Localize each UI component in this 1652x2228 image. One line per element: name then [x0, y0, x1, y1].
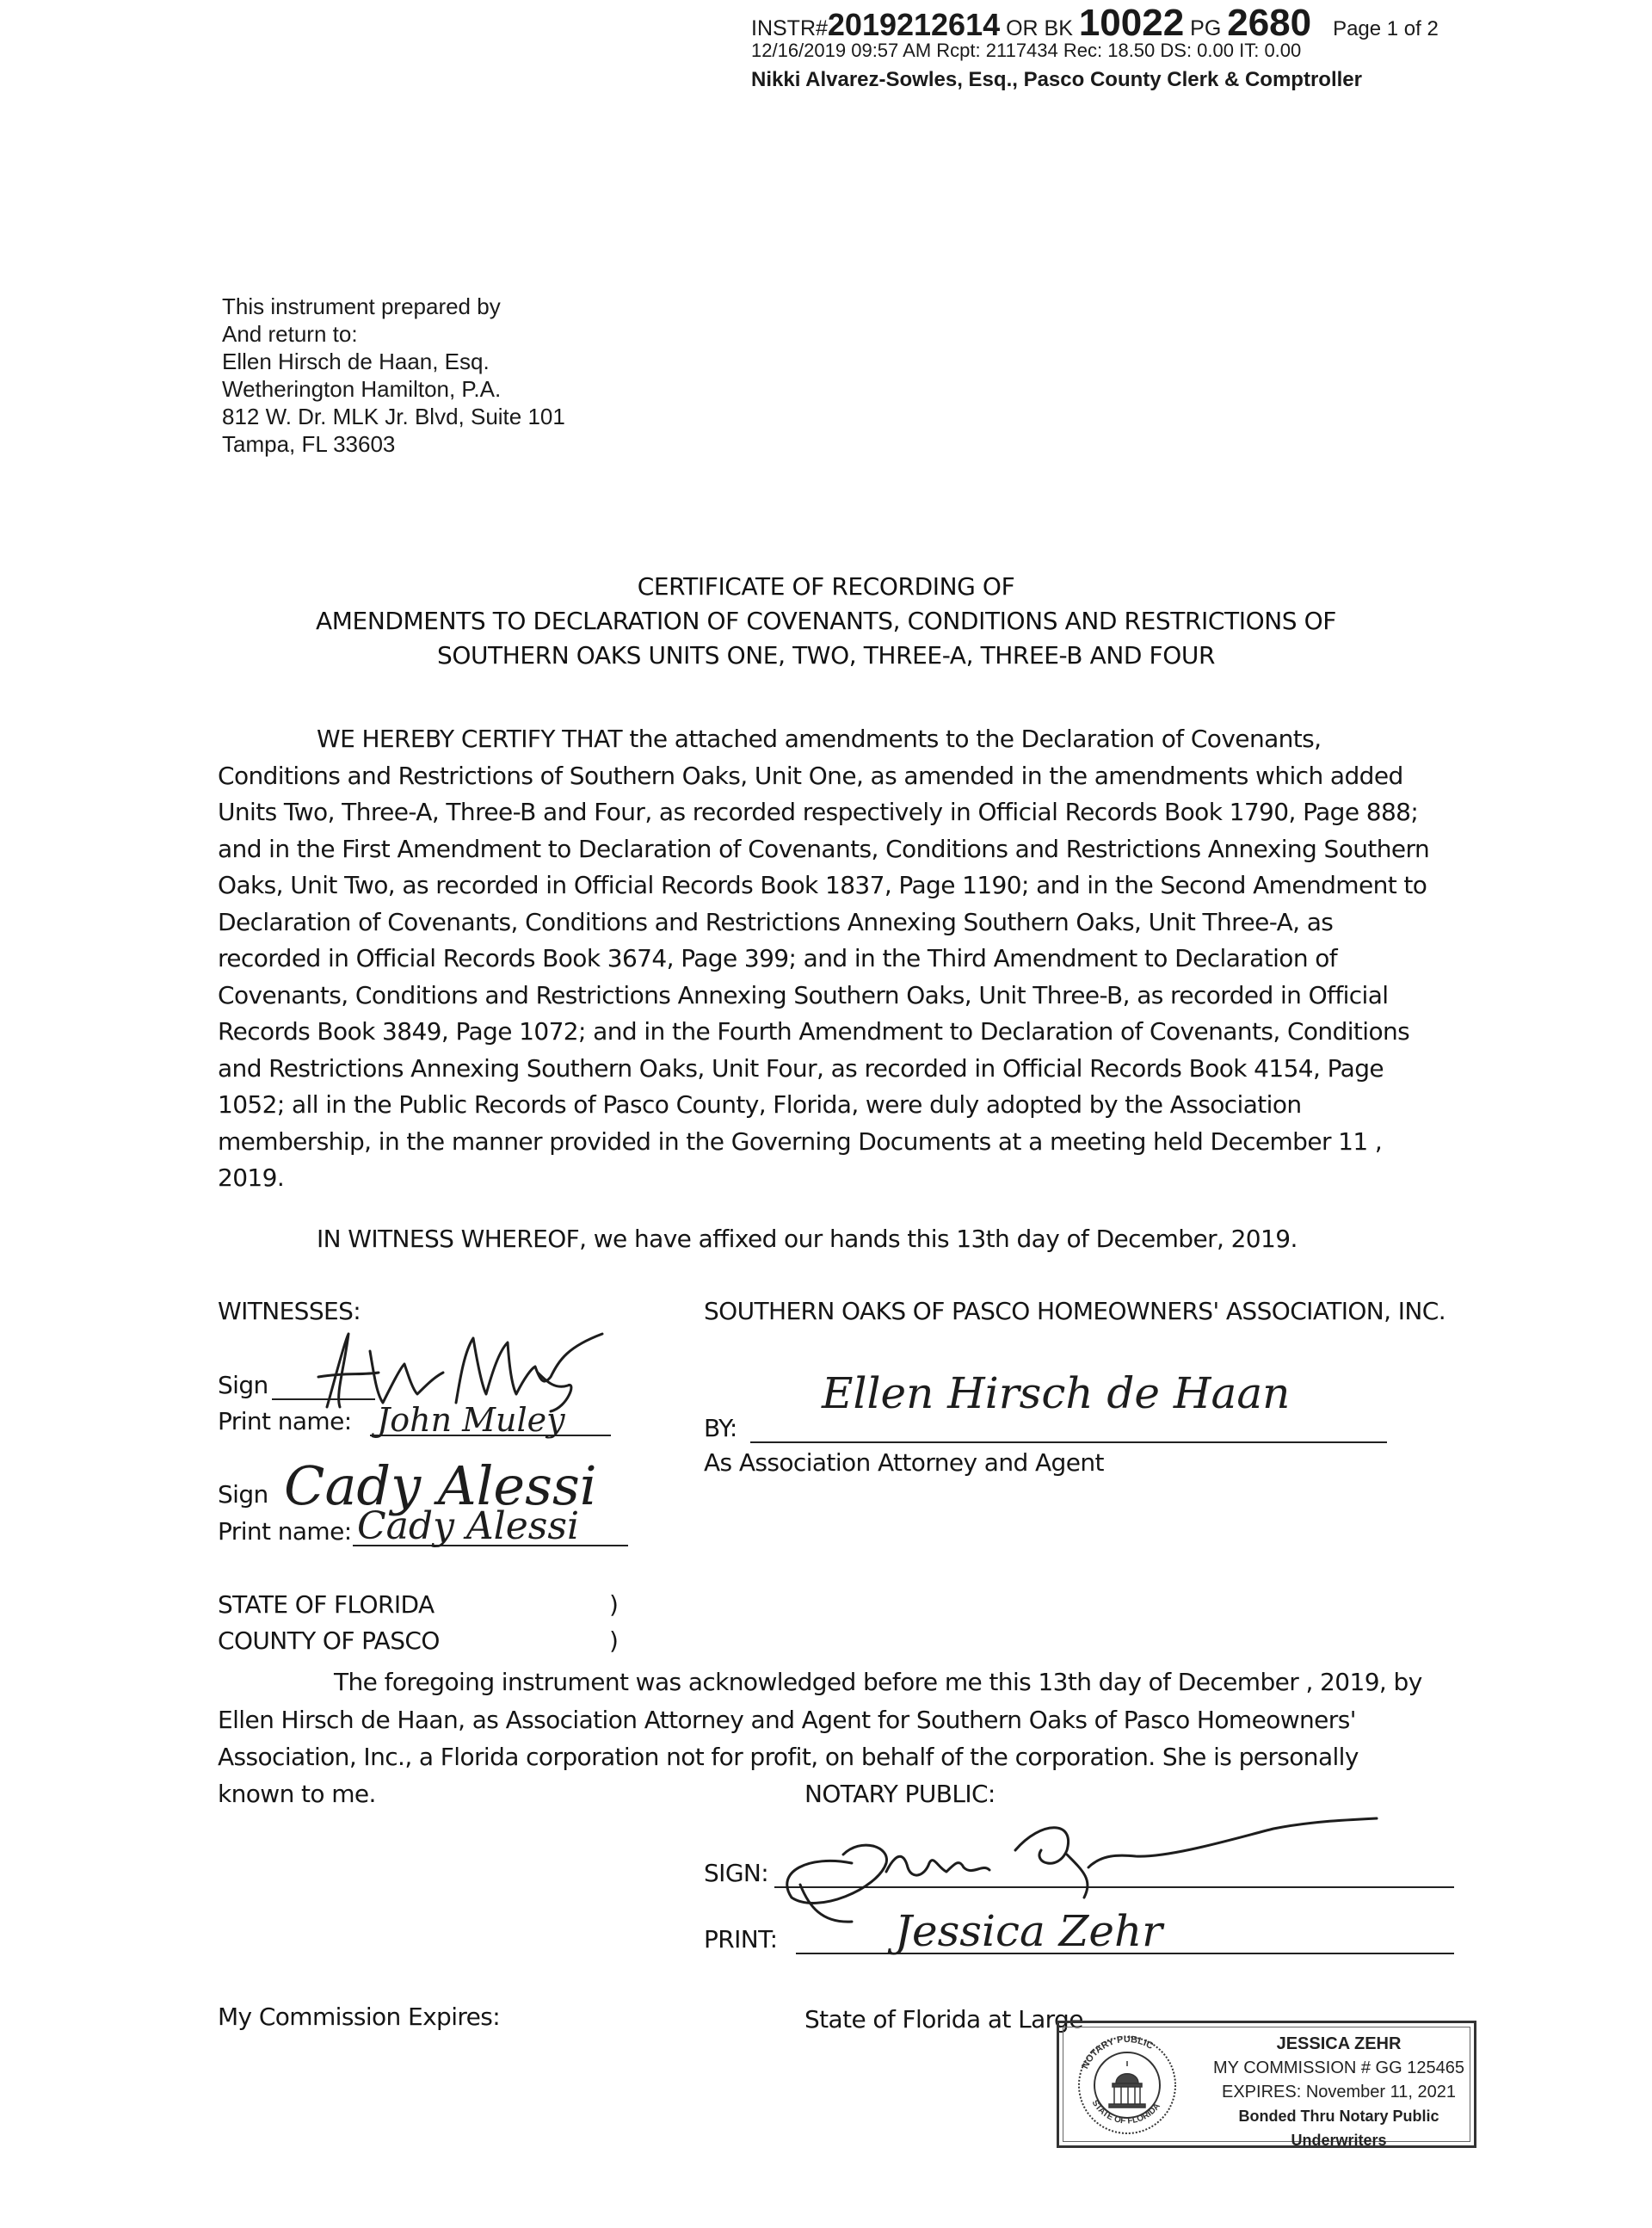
- title-line: SOUTHERN OAKS UNITS ONE, TWO, THREE-A, THREE-B AND FOUR: [436, 641, 1216, 670]
- paragraph-line: Records Book 3849, Page 1072; and in the Fourth Amendment to Declaration of Covenants, Conditions: [218, 1017, 1410, 1046]
- prepared-by-line: Wetherington Hamilton, P.A.: [222, 376, 502, 402]
- paragraph-line: recorded in Official Records Book 3674, Page 399; and in the Third Amendment to Declaration of: [218, 944, 1338, 972]
- certification-paragraph: [218, 721, 1491, 1197]
- prepared-by-line: Tampa, FL 33603: [222, 431, 396, 457]
- seal-bottom-text: STATE OF FLORIDA: [1089, 2098, 1162, 2126]
- association-signature: Ellen Hirsch de Haan: [822, 1368, 1291, 1418]
- witness2-print-label: Print name:: [218, 1517, 352, 1546]
- acknowledgment-paragraph: [218, 1663, 1491, 1776]
- commission-expires-label: My Commission Expires:: [218, 2003, 501, 2031]
- venue-state: STATE OF FLORIDA: [218, 1590, 435, 1619]
- paragraph-line: Oaks, Unit Two, as recorded in Official Records Book 1837, Page 1190; and in the Second Amendment to: [218, 871, 1427, 899]
- notary-sign-label: SIGN:: [704, 1859, 769, 1887]
- witnesses-heading: WITNESSES:: [218, 1297, 361, 1325]
- notary-stamp: [1057, 2021, 1476, 2148]
- state-at-large: State of Florida at Large: [804, 2005, 1083, 2034]
- title-line: CERTIFICATE OF RECORDING OF: [637, 572, 1015, 601]
- page-of: Page 1 of 2: [1333, 17, 1439, 40]
- notary-signature: [757, 1803, 1463, 1923]
- known-to-me: known to me.: [218, 1780, 376, 1808]
- paragraph-line: Ellen Hirsch de Haan, as Association Attorney and Agent for Southern Oaks of Pasco Homeowners': [218, 1705, 1356, 1734]
- witness1-sign-label: Sign: [218, 1371, 268, 1399]
- instr-label: INSTR#: [751, 16, 828, 40]
- notary-printed-name: Jessica Zehr: [895, 1906, 1163, 1956]
- association-capacity: As Association Attorney and Agent: [704, 1448, 1104, 1477]
- pg-label: PG: [1190, 16, 1222, 40]
- witness2-printed-name: Cady Alessi: [357, 1504, 580, 1548]
- page-number: 2680: [1227, 2, 1312, 44]
- witness-clause: IN WITNESS WHEREOF, we have affixed our hands this 13th day of December, 2019.: [317, 1225, 1298, 1253]
- clerk-line: Nikki Alvarez-Sowles, Esq., Pasco County Clerk & Comptroller: [751, 68, 1362, 91]
- paragraph-line: and in the First Amendment to Declaration of Covenants, Conditions and Restrictions Annexing Southern: [218, 834, 1430, 863]
- witness1-printed-name: John Muley: [377, 1401, 565, 1439]
- paragraph-line: WE HEREBY CERTIFY THAT the attached amendments to the Declaration of Covenants,: [317, 725, 1322, 753]
- notary-seal-icon: [1071, 2032, 1183, 2137]
- stamp-name: JESSICA ZEHR: [1276, 2034, 1402, 2053]
- prepared-by-line: This instrument prepared by: [222, 293, 501, 319]
- stamp-bonded: Bonded Thru Notary Public Underwriters: [1238, 2108, 1439, 2149]
- by-label: BY:: [704, 1414, 737, 1442]
- paragraph-line: The foregoing instrument was acknowledged before me this 13th day of December , 2019, by: [334, 1668, 1422, 1696]
- prepared-by-line: And return to:: [222, 321, 358, 347]
- paragraph-line: Declaration of Covenants, Conditions and Restrictions Annexing Southern Oaks, Unit Three-A, as: [218, 907, 1334, 936]
- book-number: 10022: [1078, 2, 1185, 44]
- prepared-by-line: 812 W. Dr. MLK Jr. Blvd, Suite 101: [222, 404, 565, 429]
- venue-county: COUNTY OF PASCO: [218, 1626, 440, 1655]
- notary-heading: NOTARY PUBLIC:: [804, 1780, 996, 1808]
- prepared-by-line: Ellen Hirsch de Haan, Esq.: [222, 349, 490, 374]
- recording-header: [751, 2, 1439, 45]
- stamp-text: [1205, 2032, 1472, 2152]
- paragraph-line: Covenants, Conditions and Restrictions Annexing Southern Oaks, Unit Three-B, as recorded in Official: [218, 980, 1389, 1009]
- document-title: [0, 570, 1652, 673]
- svg-text:STATE OF FLORIDA: [1090, 2099, 1162, 2126]
- paragraph-line: Conditions and Restrictions of Southern Oaks, Unit One, as amended in the amendments which added: [218, 761, 1403, 790]
- witness2-signature: Cady Alessi: [284, 1454, 597, 1517]
- title-line: AMENDMENTS TO DECLARATION OF COVENANTS, CONDITIONS AND RESTRICTIONS OF: [316, 607, 1336, 635]
- signature-line: [750, 1441, 1387, 1443]
- recording-receipt-line: 12/16/2019 09:57 AM Rcpt: 2117434 Rec: 18.50 DS: 0.00 IT: 0.00: [751, 40, 1302, 61]
- seal-top-text: NOTARY PUBLIC: [1080, 2034, 1156, 2071]
- prepared-by-block: [222, 293, 565, 458]
- paragraph-line: 2019.: [218, 1163, 285, 1192]
- witness2-sign-label: Sign: [218, 1480, 268, 1509]
- stamp-expires: EXPIRES: November 11, 2021: [1222, 2083, 1456, 2101]
- witness1-print-label: Print name:: [218, 1407, 352, 1435]
- instr-number: 2019212614: [827, 7, 1001, 42]
- paragraph-line: and Restrictions Annexing Southern Oaks, Unit Four, as recorded in Official Records Book 4154, Page: [218, 1053, 1384, 1083]
- notary-print-label: PRINT:: [704, 1925, 778, 1953]
- association-name: SOUTHERN OAKS OF PASCO HOMEOWNERS' ASSOCIATION, INC.: [704, 1297, 1446, 1325]
- or-bk-label: OR BK: [1006, 16, 1073, 40]
- paragraph-line: Association, Inc., a Florida corporation not for profit, on behalf of the corporation. She is personally: [218, 1743, 1359, 1771]
- venue-paren: ): [609, 1590, 619, 1619]
- venue-paren: ): [609, 1626, 619, 1655]
- svg-text:NOTARY PUBLIC: [1080, 2034, 1155, 2071]
- paragraph-line: 1052; all in the Public Records of Pasco County, Florida, were duly adopted by the Association: [218, 1090, 1302, 1119]
- paragraph-line: membership, in the manner provided in the Governing Documents at a meeting held December 11 ,: [218, 1126, 1383, 1156]
- paragraph-line: Units Two, Three-A, Three-B and Four, as recorded respectively in Official Records Book 1790, Page 888;: [218, 798, 1419, 826]
- stamp-commission: MY COMMISSION # GG 125465: [1213, 2058, 1464, 2077]
